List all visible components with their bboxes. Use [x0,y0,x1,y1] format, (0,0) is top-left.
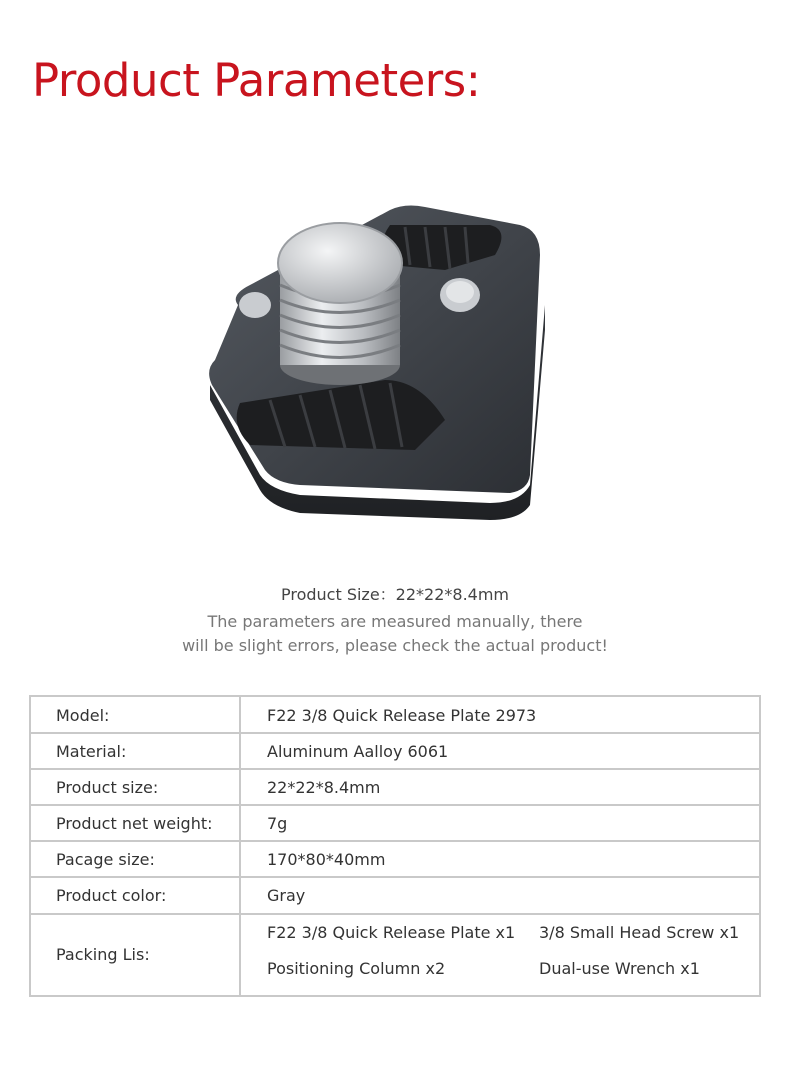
packing-item: Positioning Column x2 [267,959,446,978]
packing-label: Packing Lis: [56,945,150,964]
table-row [31,878,759,915]
spec-value: Gray [267,886,306,905]
measurement-note-line-2: will be slight errors, please check the actual product! [182,636,608,655]
table-row [31,842,759,878]
page-title: Product Parameters: [32,54,481,107]
table-row-packing [31,915,759,995]
spec-value: 22*22*8.4mm [267,778,381,797]
table-row [31,770,759,806]
spec-label: Material: [56,742,127,761]
product-size-line: Product Size：22*22*8.4mm [280,585,510,604]
packing-item: F22 3/8 Quick Release Plate x1 [267,923,516,942]
spec-table [29,695,761,997]
table-row [31,734,759,770]
spec-value: 170*80*40mm [267,850,386,869]
spec-label: Product color: [56,886,167,905]
spec-label: Product net weight: [56,814,213,833]
spec-value: 7g [267,814,288,833]
spec-label: Model: [56,706,110,725]
packing-item: Dual-use Wrench x1 [539,959,700,978]
spec-value: Aluminum Aalloy 6061 [267,742,449,761]
spec-label: Product size: [56,778,159,797]
packing-item: 3/8 Small Head Screw x1 [539,923,740,942]
measurement-note-line-1: The parameters are measured manually, there [207,612,583,631]
table-row [31,806,759,842]
product-photo [190,185,570,525]
spec-label: Pacage size: [56,850,155,869]
table-row [31,697,759,734]
spec-value: F22 3/8 Quick Release Plate 2973 [267,706,537,725]
